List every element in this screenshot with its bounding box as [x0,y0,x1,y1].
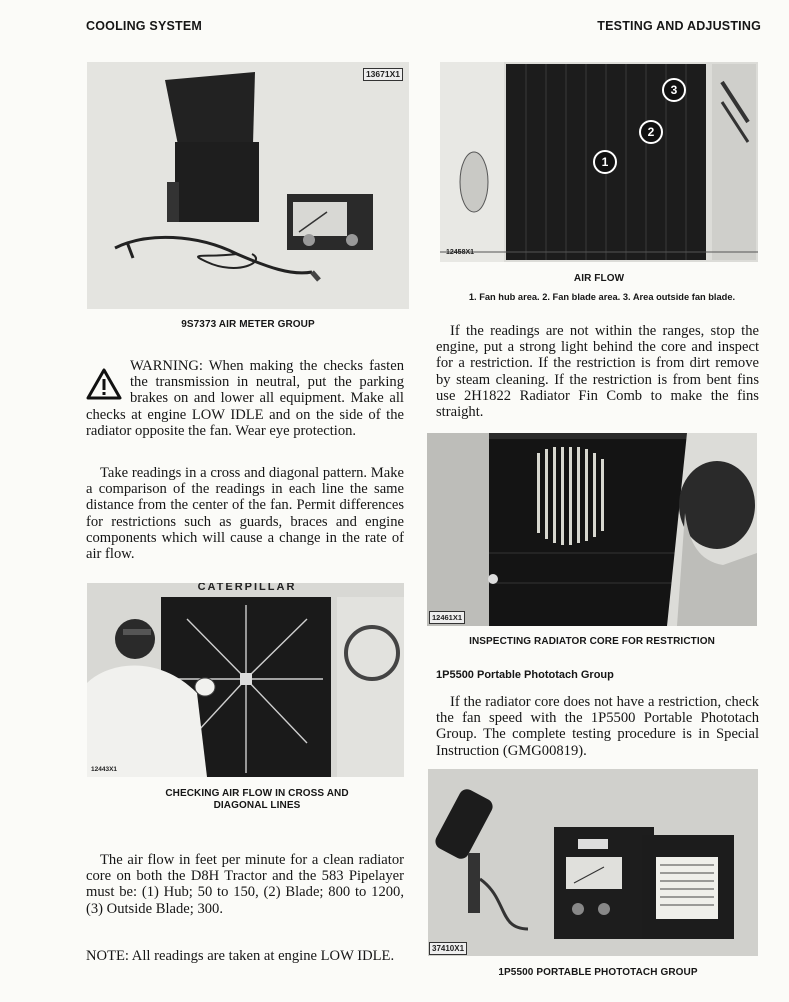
warning-icon-spacer [86,358,130,406]
air-flow-caption: AIR FLOW [573,273,625,284]
chapter-title: TESTING AND ADJUSTING [597,19,761,33]
air-meter-photo [87,62,409,309]
cross-diagonal-caption-2: DIAGONAL LINES [213,800,301,811]
restriction-paragraph: If the readings are not within the ranges, stop the engine, put a strong light behind the core and inspect for a restriction. If the restriction is from dirt remove by steam cleaning. If the restriction is from bent fins use 2H1822 Radiator Fin Comb to make the fins straight. [436,323,759,421]
air-flow-photo [440,62,758,262]
photo-number: 37410X1 [429,942,467,955]
readings-paragraph: Take readings in a cross and diagonal pattern. Make a comparison of the readings in each line the same distance from the center of the fan. Permit differences for restrictions such as guards, braces and engine components which will cause a change in the rate of air flow. [86,465,404,563]
phototach-paragraph: If the radiator core does not have a restriction, check the fan speed with the 1P5500 Portable Phototach Group. The complete testing procedure is in Special Instruction (GMG00819). [436,694,759,759]
callout-1: 1 [593,150,617,174]
inspecting-photo [427,433,757,626]
air-flow-legend: 1. Fan hub area. 2. Fan blade area. 3. Area outside fan blade. [468,292,736,302]
phototach-photo [428,769,758,956]
photo-number: 12458X1 [446,249,475,256]
phototach-caption: 1P5500 PORTABLE PHOTOTACH GROUP [498,967,698,978]
callout-3: 3 [662,78,686,102]
airflow-paragraph: The air flow in feet per minute for a clean radiator core on both the D8H Tractor and the 583 Pipelayer must be: (1) Hub; 50 to 150, (2) Blade; 800 to 1200, (3) Outside Blade; 300. [86,852,404,917]
warning-paragraph: WARNING: When making the checks fasten the transmission in neutral, put the parking brakes on and lower all equipment. Make all checks at engine LOW IDLE and on the side of the radiator opposite the fan. Wear eye protection. [86,358,404,439]
banner-text: CATERPILLAR [197,583,297,593]
photo-number: 13671X1 [363,68,403,81]
inspecting-caption: INSPECTING RADIATOR CORE FOR RESTRICTION [469,636,715,647]
phototach-heading: 1P5500 Portable Phototach Group [436,669,614,681]
cross-diagonal-caption-1: CHECKING AIR FLOW IN CROSS AND [165,788,349,799]
section-title: COOLING SYSTEM [86,19,203,33]
cross-diagonal-photo [87,583,404,777]
photo-number: 12461X1 [429,611,465,624]
note-paragraph: NOTE: All readings are taken at engine LOW IDLE. [86,948,395,964]
callout-2: 2 [639,120,663,144]
air-meter-caption: 9S7373 AIR METER GROUP [181,319,315,330]
photo-number: 12443X1 [91,766,118,773]
